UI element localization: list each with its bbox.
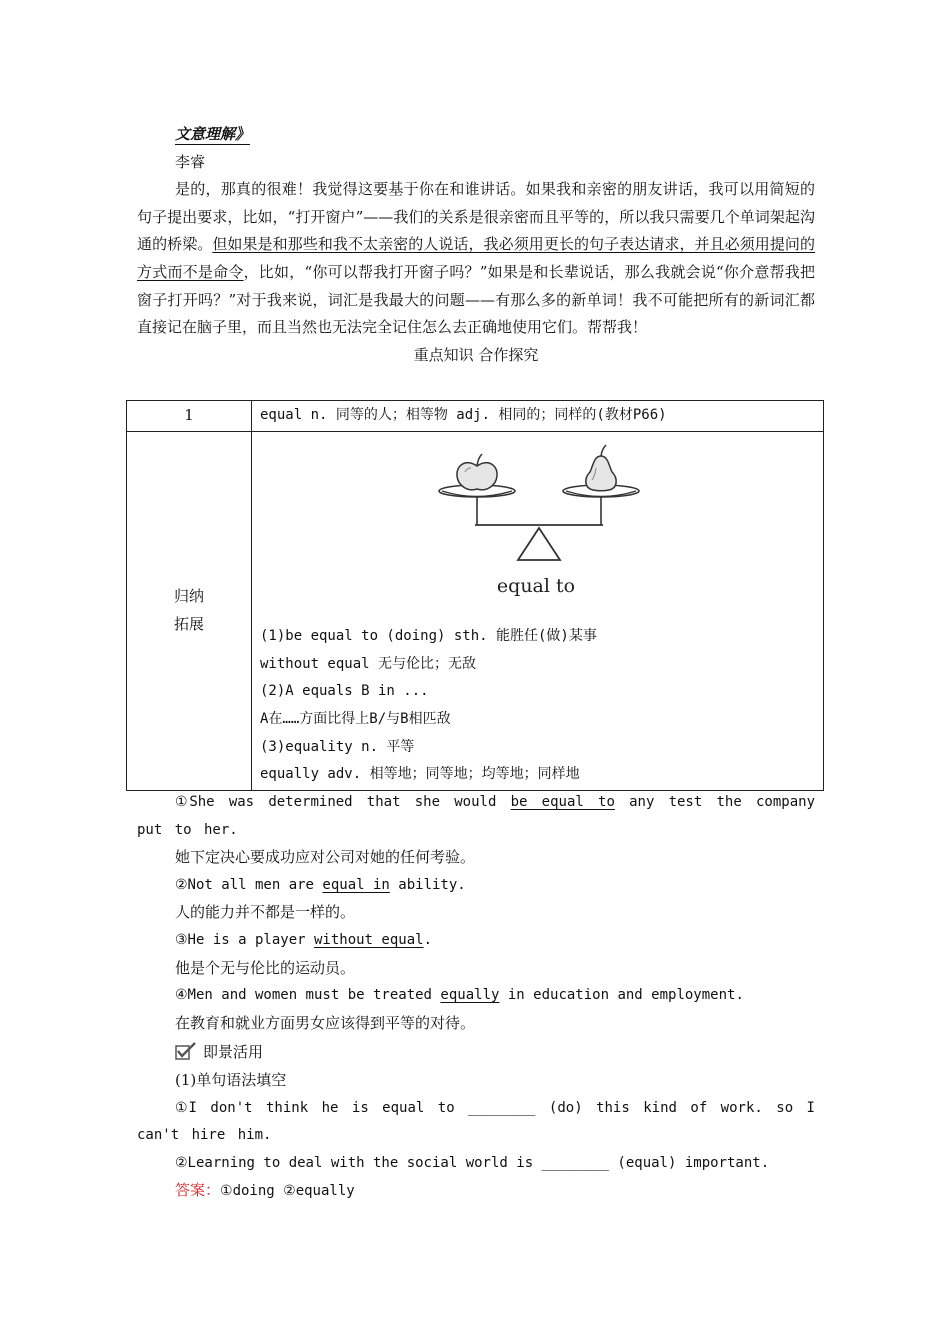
answer-text: ①doing ②equally	[220, 1183, 355, 1200]
example-4: ④Men and women must be treated equally in education and employment.	[175, 987, 744, 1004]
practice-subtitle: (1)单句语法填空	[175, 1070, 287, 1089]
practice-heading	[137, 1039, 815, 1067]
table-item-6: equally adv. 相等地；同等地；均等地；同样地	[260, 766, 580, 783]
table-row	[127, 401, 824, 432]
table-item-3: (2)A equals B in ...	[260, 683, 429, 700]
reading-paragraph: 是的，那真的很难！我觉得这要基于你在和谁讲话。如果我和亲密的朋友讲话，我可以用简短的句子提出要求，比如，“打开窗户”——我们的关系是很亲密而且平等的，所以我只需要几个单词架起沟通的桥梁。但如果是和那些和我不太亲密的人说话，我必须用更长的句子表达请求，并且必须用提问的方式而不是命令，比如，“你可以帮我打开窗子吗？”如果是和长辈说话，那么我就会说“你介意帮我把窗子打开吗？”对于我来说，词汇是我最大的问题——有那么多的新单词！我不可能把所有的新词汇都直接记在脑子里，而且当然也无法完全记住怎么去正确地使用它们。帮帮我！	[137, 180, 815, 337]
example-3-translation: 他是个无与伦比的运动员。	[175, 958, 356, 977]
practice-question-1: ①I don't think he is equal to ________ (do) this kind of work. so I can't hire him.	[137, 1099, 815, 1144]
example-1: ①She was determined that she would be equal to any test the company put to her.	[137, 794, 815, 838]
practice-title: 即景活用	[203, 1043, 264, 1062]
reading-author: 李睿	[175, 152, 206, 171]
checkbox-check-icon	[175, 1042, 197, 1060]
table-item-1: (1)be equal to (doing) sth. 能胜任(做)某事	[260, 628, 597, 645]
reading-heading: 文意理解》	[175, 125, 251, 143]
answer-label: 答案：	[175, 1181, 221, 1200]
table-row	[127, 431, 824, 790]
figure-caption: equal to	[496, 574, 576, 597]
reading-underlined-sentence: 但如果是和那些和我不太亲密的人说话，我必须用更长的句子表达请求，并且必须用提问的方式而不是命令	[137, 235, 815, 281]
balance-scale-figure	[420, 432, 652, 614]
practice-answer	[137, 1177, 815, 1206]
page-body	[137, 118, 815, 369]
examples-section	[137, 789, 815, 1206]
table-item-5: (3)equality n. 平等	[260, 738, 415, 755]
table-num: 1	[127, 401, 252, 432]
example-4-translation: 在教育和就业方面男女应该得到平等的对待。	[175, 1013, 476, 1032]
example-3: ③He is a player without equal.	[175, 931, 432, 948]
section-title: 重点知识 合作探究	[413, 345, 539, 364]
practice-question-2: ②Learning to deal with the social world is ________ (equal) important.	[175, 1154, 770, 1171]
example-2-translation: 人的能力并不都是一样的。	[175, 903, 356, 922]
example-1-translation: 她下定决心要成功应对公司对她的任何考验。	[175, 848, 476, 867]
table-word-entry: equal n. 同等的人；相等物 adj. 相同的；同样的(教材P66)	[252, 401, 824, 432]
table-label: 归纳 拓展	[127, 431, 252, 790]
table-item-2: without equal 无与伦比；无敌	[260, 655, 477, 672]
table-content	[252, 431, 824, 790]
table-item-4: A在……方面比得上B/与B相匹敌	[260, 710, 451, 727]
knowledge-table	[126, 400, 824, 791]
example-2: ②Not all men are equal in ability.	[175, 876, 466, 893]
